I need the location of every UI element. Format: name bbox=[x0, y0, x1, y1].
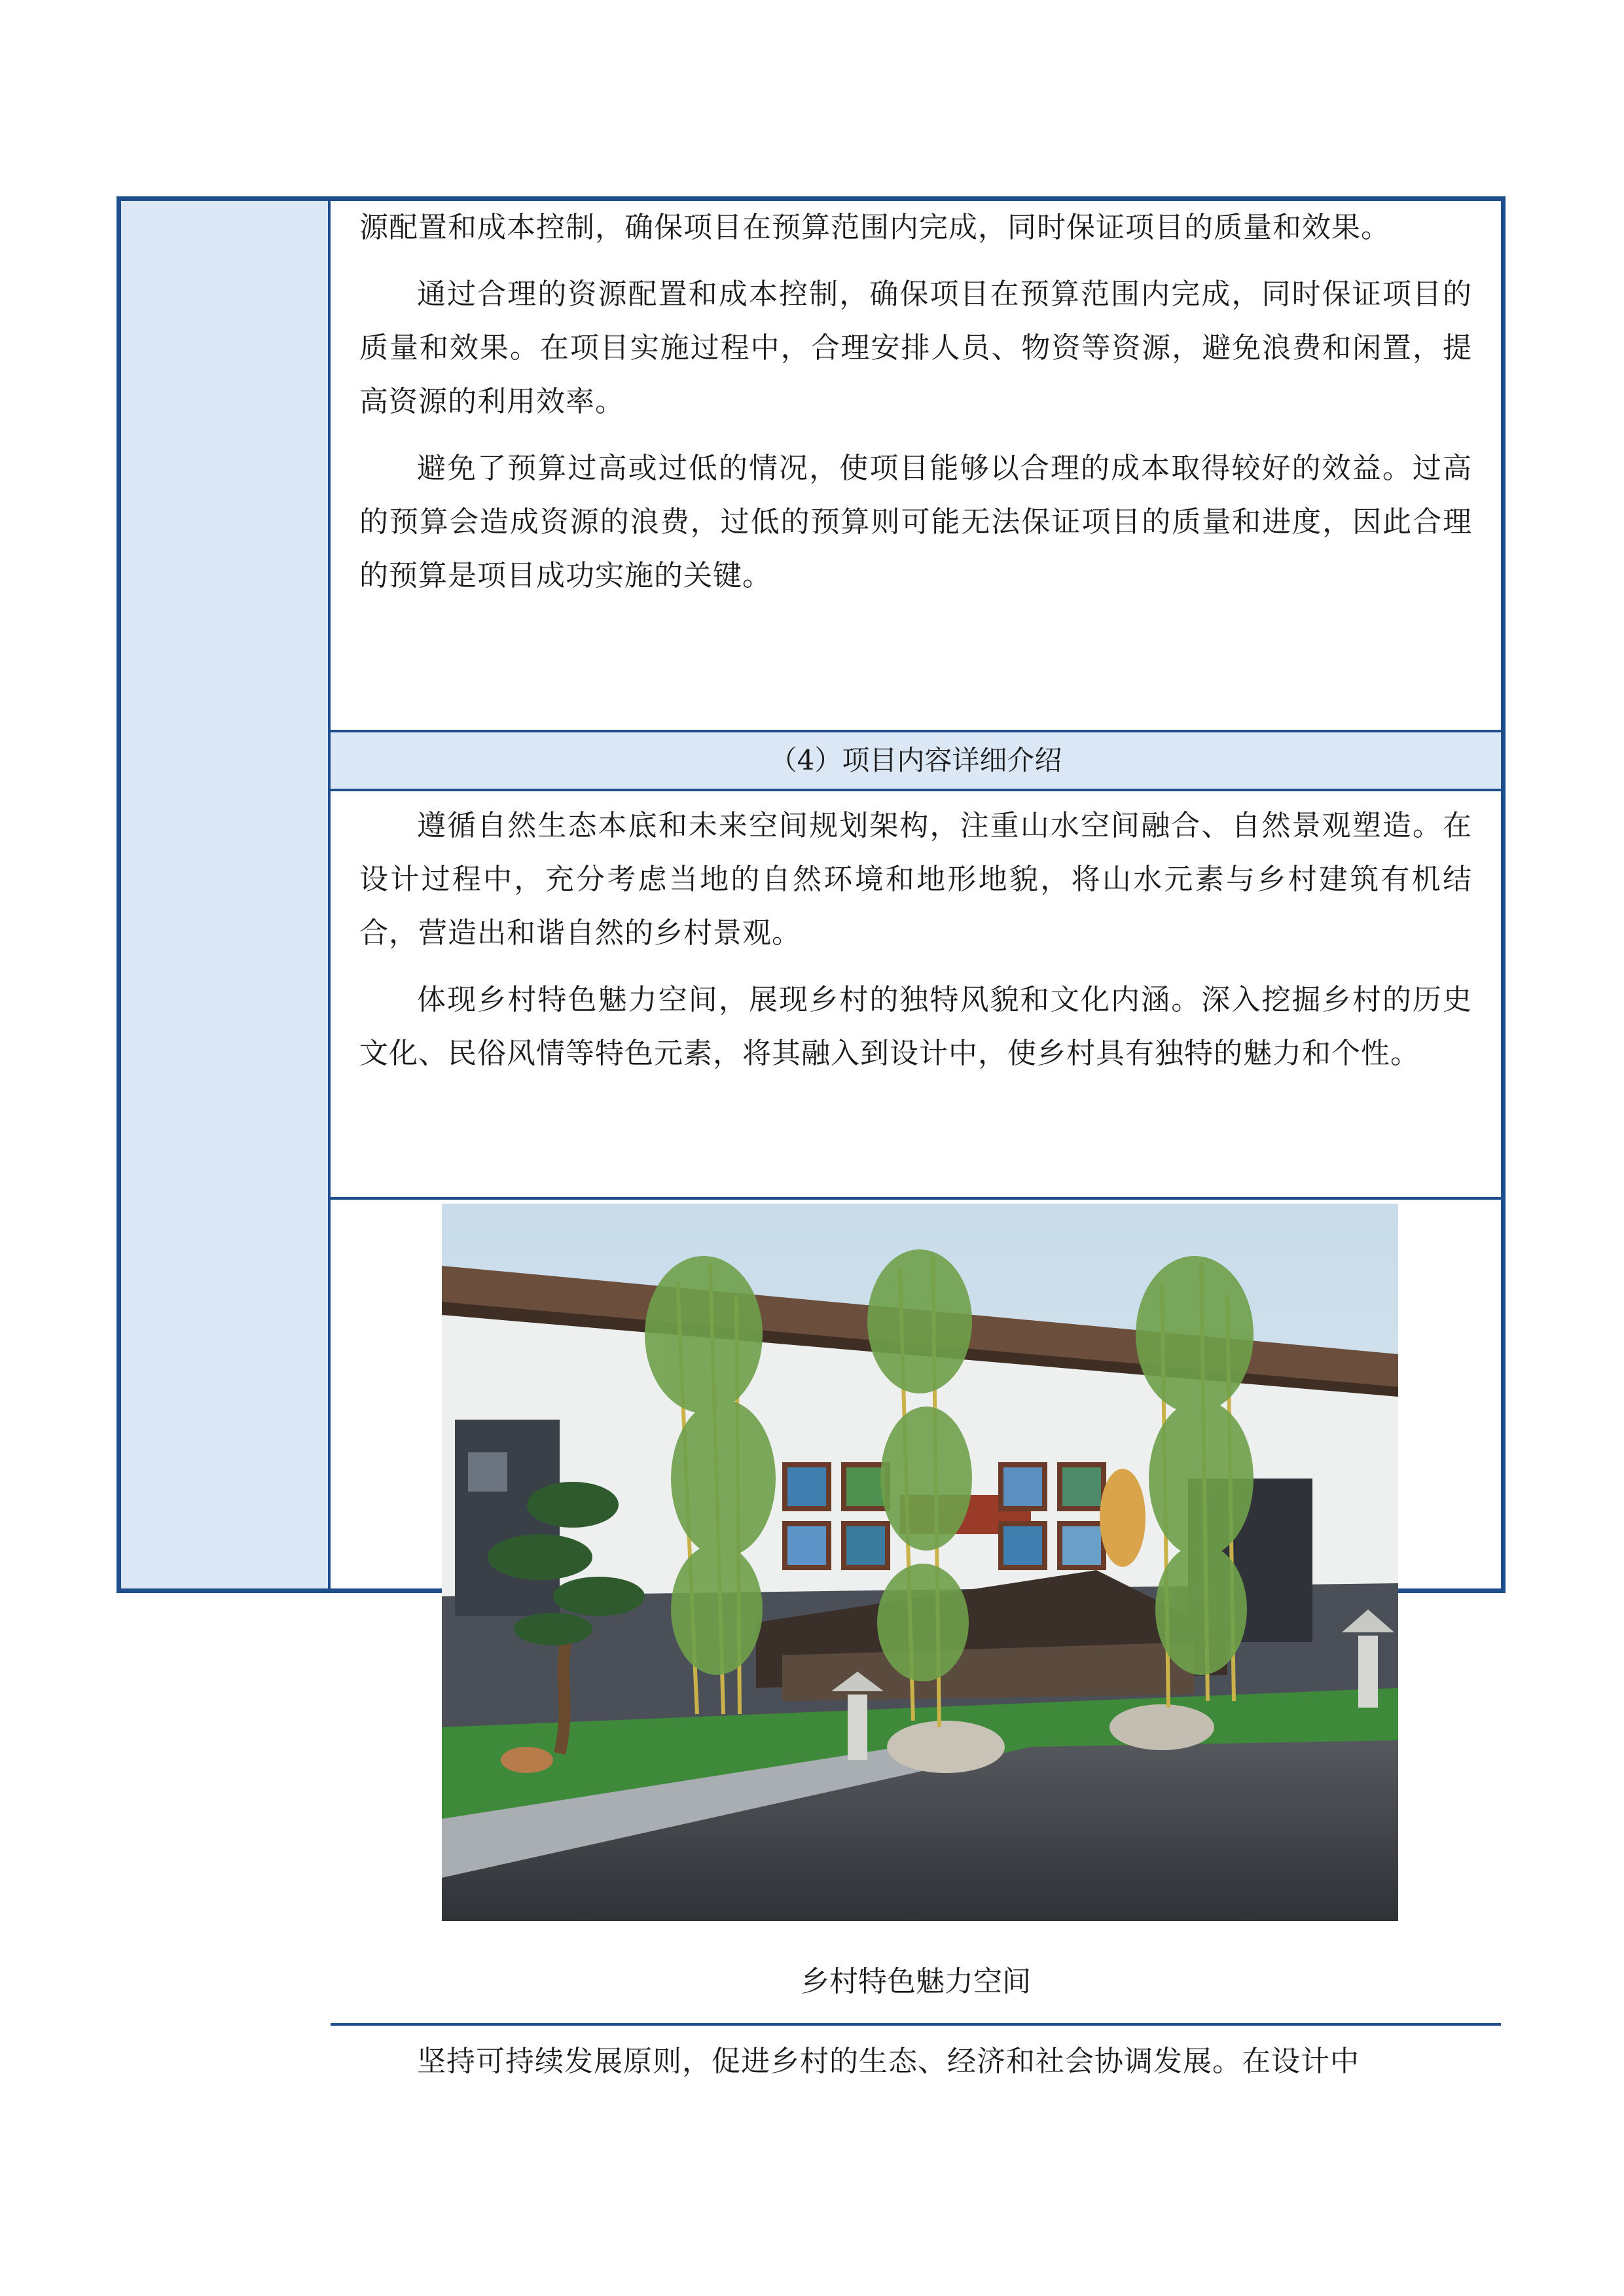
paragraph-charm: 体现乡村特色魅力空间，展现乡村的独特风貌和文化内涵。深入挖掘乡村的历史文化、民俗风情等特色元素，将其融入到设计中，使乡村具有独特的魅力和个性。 bbox=[359, 983, 1472, 1070]
paragraph-sustain: 坚持可持续发展原则，促进乡村的生态、经济和社会协调发展。在设计中 bbox=[417, 2045, 1360, 2078]
text-cell-budget bbox=[331, 201, 1501, 732]
left-label-column bbox=[121, 201, 331, 1588]
rural-landscape-photo bbox=[442, 1204, 1398, 1921]
text-cell-content bbox=[331, 791, 1501, 1200]
section-heading: （4）项目内容详细介绍 bbox=[769, 744, 1062, 776]
text-cell-sustain bbox=[331, 2026, 1501, 2144]
figure-caption: 乡村特色魅力空间 bbox=[801, 1965, 1031, 1998]
document-table bbox=[117, 196, 1506, 2078]
paragraph-ecology: 遵循自然生态本底和未来空间规划架构，注重山水空间融合、自然景观塑造。在设计过程中，充分考虑当地的自然环境和地形地貌，将山水元素与乡村建筑有机结合，营造出和谐自然的乡村景观。 bbox=[359, 809, 1472, 950]
figure-cell bbox=[331, 1200, 1501, 2026]
paragraph-budget: 避免了预算过高或过低的情况，使项目能够以合理的成本取得较好的效益。过高的预算会造成资源的浪费，过低的预算则可能无法保证项目的质量和进度，因此合理的预算是项目成功实施的关键。 bbox=[359, 452, 1472, 592]
section-heading-cell bbox=[331, 732, 1501, 791]
paragraph-resource: 通过合理的资源配置和成本控制，确保项目在预算范围内完成，同时保证项目的质量和效果。在项目实施过程中，合理安排人员、物资等资源，避免浪费和闲置，提高资源的利用效率。 bbox=[359, 278, 1472, 418]
paragraph-continuation: 源配置和成本控制，确保项目在预算范围内完成，同时保证项目的质量和效果。 bbox=[359, 211, 1390, 244]
